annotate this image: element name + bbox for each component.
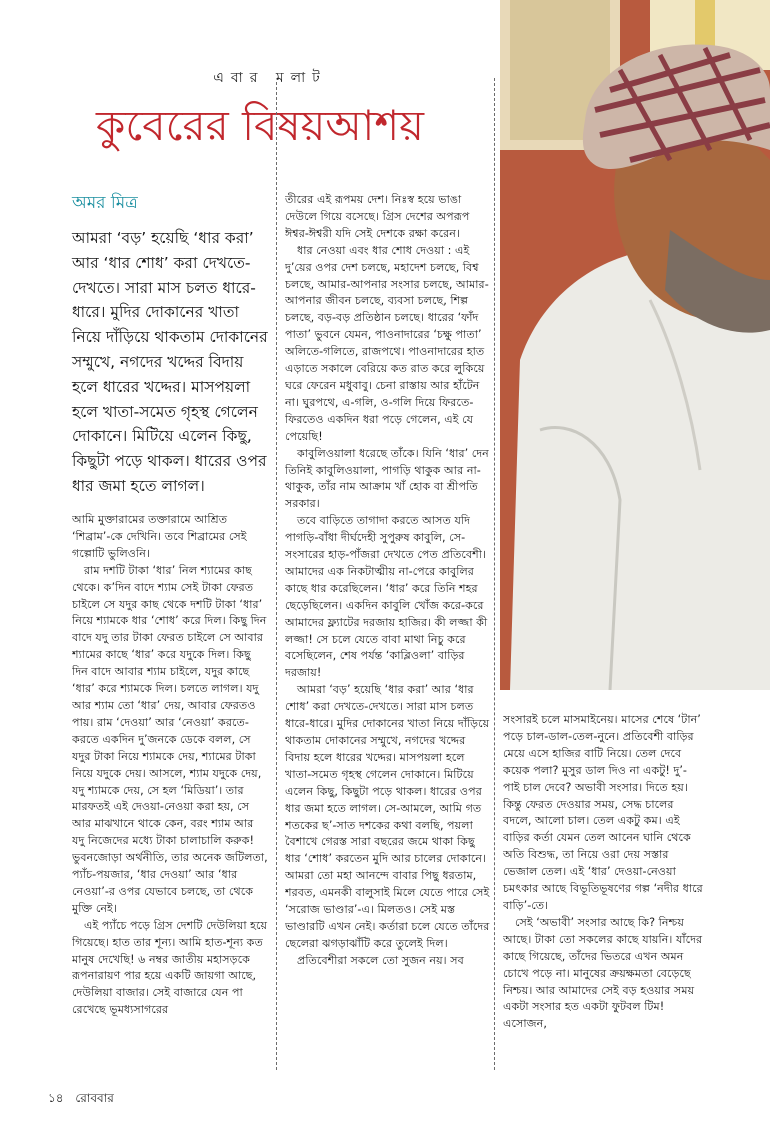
body-paragraph: তীরের এই রূপময় দেশ। নিঃস্ব হয়ে ভাঙা দেউলে গিয়ে বসেছে। গ্রিস দেশের অপরূপ ঈশ্বর-ঈশ্বরী যদি সেই দেশকে রক্ষা করেন। xyxy=(285,193,470,240)
body-paragraph: এই প্যাঁচে পড়ে গ্রিস দেশটি দেউলিয়া হয়ে গিয়েছে। হাত তার শূন্য। আমি হাত-শূন্য কত মানুষ দেখেছি! ৬ নম্বর জাতীয় মহাসড়কে রূপনারায়ণ পার হয়ে একটি জায়গা আছে, দেউলিয়া বাজার। সেই বাজারে যেন পা রেখেছে ভূমধ্যসাগরের xyxy=(72,918,268,1017)
article-column-3 xyxy=(503,712,703,1068)
lead-paragraph: আমরা ‘বড়’ হয়েছি ‘ধার করা’ আর ‘ধার শোধ’ করা দেখতে-দেখতে। সারা মাস চলত ধারে-ধারে। মুদির দোকানের খাতা নিয়ে দাঁড়িয়ে থাকতাম দোকানের সম্মুখে, নগদের খদ্দের বিদায় হলে ধারের খদ্দের। মাসপয়লা হলে খাতা-সমেত গৃহস্থ গেলেন দোকানে। মিটিয়ে এলেন কিছু, কিছুটা পড়ে থাকল। ধারের ওপর ধার জমা হতে লাগল। xyxy=(72,229,268,495)
article-headline: কুবেরের বিষয়আশয় xyxy=(96,101,424,150)
page-footer xyxy=(48,1090,114,1110)
body-paragraph: কাবুলিওয়ালা ধরেছে তাঁকে। যিনি ‘ধার’ দেন তিনিই কাবুলিওয়ালা, পাগড়ি থাকুক আর না-থাকুক, তাঁর নাম আক্রাম খাঁ হোক বা শ্রীপতি সরকার। xyxy=(285,446,489,511)
body-paragraph: আমি মুক্তারামের তক্তারামে আশ্রিত ‘শিব্রাম’-কে দেখিনি। তবে শিব্রামের সেই গল্পোটি ভুলিওনি। xyxy=(72,513,247,560)
body-paragraph: প্রতিবেশীরা সকলে তো সুজন নয়। সব xyxy=(297,953,464,967)
body-paragraph: ধার নেওয়া এবং ধার শোধ দেওয়া : এই দু’য়ের ওপর দেশ চলছে, মহাদেশ চলছে, বিশ্ব চলছে, আমার-আপনার সংসার চলছে, আমার-আপনার জীবন চলছে, ব্যবসা চলছে, শিল্প চলছে, বড়-বড় প্রতিষ্ঠান চলছে। ধারের ‘ফাঁদ পাতা’ ভুবনে যেমন, পাওনাদারের ‘চক্ষু পাতা’ অলিতে-গলিতে, রাজপথে। পাওনাদারের হাত এড়াতে সকালে বেরিয়ে কত রাত করে লুকিয়ে ঘরে ফেরেন মধুবাবু। চেনা রাস্তায় আর হাঁটেন না। ঘুরপথে, এ-গলি, ও-গলি দিয়ে ফিরতে-ফিরতেও একদিন ধরা পড়ে গেলেন, এই যে পেয়েছি! xyxy=(285,243,489,443)
article-column-1 xyxy=(72,512,268,1072)
body-paragraph: সংসারই চলে মাসমাইনেয়। মাসের শেষে ‘টান’ পড়ে চাল-ডাল-তেল-নুনে। প্রতিবেশী বাড়ির মেয়ে এসে হাজির বাটি নিয়ে। তেল দেবে কয়েক পলা? মুসুর ডাল দিও না একটু! দু’-পাই চাল দেবে? অভাবী সংসার। দিতে হয়। কিন্তু ফেরত দেওয়ার সময়, সেদ্ধ চালের বদলে, আলো চাল। তেল একটু কম। এই বাড়ির কর্তা যেমন তেল আনেন ঘানি থেকে অতি বিশুদ্ধ, তা নিয়ে ওরা দেয় সস্তার ভেজাল তেল। এই ‘ধার’ দেওয়া-নেওয়া চমৎকার আছে বিভূতিভূষণের গল্প ‘নদীর ধারে বাড়ি’-তে। xyxy=(503,713,703,912)
section-kicker: এবার মলাট xyxy=(213,70,327,86)
portrait-illustration xyxy=(500,0,770,690)
cover-photo xyxy=(500,0,770,690)
body-paragraph: সেই ‘অভাবী’ সংসার আছে কি? নিশ্চয় আছে। টাকা তো সকলের কাছে যায়নি। যাঁদের কাছে গিয়েছে, তাঁদের ভিতরে এখন অমন চোখে পড়ে না। মানুষের ক্রয়ক্ষমতা বেড়েছে নিশ্চয়। আর আমাদের সেই বড় হওয়ার সময় একটা সংসার হত একটা ফুটবল টিম! এসোজন, xyxy=(503,915,703,1031)
magazine-name: রোববার xyxy=(75,1091,114,1105)
body-paragraph: তবে বাড়িতে তাগাদা করতে আসত যদি পাগড়ি-বাঁধা দীর্ঘদেহী সুপুরুষ কাবুলি, সে-সংসারের হাড়-পাঁজরা দেখতে পেত প্রতিবেশী। আমাদের এক নিকটাত্মীয় না-পেরে কাবুলির কাছে ধার করেছিলেন। ‘ধার’ করে তিনি শহর ছেড়েছিলেন। একদিন কাবুলি খোঁজ করে-করে আমাদের ফ্ল্যাটের দরজায় হাজির। কী লজ্জা কী লজ্জা! সে চলে যেতে বাবা মাথা নিচু করে বসেছিলেন, শেষ পর্যন্ত ‘কাব্লিওলা’ বাড়ির দরজায়! xyxy=(285,514,488,680)
body-paragraph: রাম দশটি টাকা ‘ধার’ নিল শ্যামের কাছ থেকে। ক’দিন বাদে শ্যাম সেই টাকা ফেরত চাইলে সে যদুর কাছ থেকে দশটি টাকা ‘ধার’ নিয়ে শ্যামকে ধার ‘শোধ’ করে দিল। কিছু দিন বাদে যদু তার টাকা ফেরত চাইলে সে আবার শ্যামের কাছে ‘ধার’ করে যদুকে দিল। কিছু দিন বাদে আবার শ্যাম চাইলে, যদুর কাছে ‘ধার’ করে শ্যামকে দিল। চলতে লাগল। যদু আর শ্যাম তো ‘ধার’ দেয়, আবার ফেরতও পায়। রাম ‘দেওয়া’ আর ‘নেওয়া’ করতে-করতে একদিন দু’জনকে ডেকে বলল, সে যদুর টাকা নিয়ে শ্যামকে দেয়, শ্যামের টাকা নিয়ে যদুকে দেয়। আসলে, শ্যাম যদুকে দেয়, যদু শ্যামকে দেয়, সে হল ‘মিডিয়া’। তার মারফতই এই দেওয়া-নেওয়া করা হয়, সে আর মাঝখানে থাকে কেন, বরং শ্যাম আর যদু নিজেদের মধ্যে টাকা চালাচালি করুক! ভুবনজোড়া অর্থনীতি, তার অনেক জটিলতা, প্যাঁচ-পয়জার, ‘ধার দেওয়া’ আর ‘ধার নেওয়া’-র ওপর যেভাবে চলছে, তা থেকে মুক্তি নেই। xyxy=(72,563,268,915)
column-divider-1 xyxy=(276,82,277,1070)
author-byline: অমর মিত্র xyxy=(72,193,138,213)
page-number: ১৪ xyxy=(48,1091,64,1105)
body-paragraph: আমরা ‘বড়’ হয়েছি ‘ধার করা’ আর ‘ধার শোধ’ করা দেখতে-দেখতে। সারা মাস চলত ধারে-ধারে। মুদির দোকানের খাতা নিয়ে দাঁড়িয়ে থাকতাম দোকানের সম্মুখে, নগদের খদ্দের বিদায় হলে ধারের খদ্দের। মাসপয়লা হলে খাতা-সমেত গৃহস্থ গেলেন দোকানে। মিটিয়ে এলেন কিছু, কিছুটা পড়ে থাকল। ধারের ওপর ধার জমা হতে লাগল। সে-আমলে, আমি গত শতকের ছ’-সাত দশকের কথা বলছি, পয়লা বৈশাখে গেরস্ত সারা বছরের জমে থাকা কিছু ধার ‘শোধ’ করতেন মুদি আর চালের দোকানে। আমরা তো মহা আনন্দে বাবার পিছু ধরতাম, শরবত, এমনকী বালুসাই মিলে যেতে পারে সেই ‘সরোজ ভাণ্ডার’-এ। মিলতও। সেই মস্ত ভাণ্ডারটি এখন নেই। কর্তারা চলে যেতে তাঁদের ছেলেরা ঝগড়াঝাঁটি করে তুলেই দিল। xyxy=(285,683,490,950)
column-divider-2 xyxy=(494,78,495,1070)
article-column-2 xyxy=(285,192,490,1068)
